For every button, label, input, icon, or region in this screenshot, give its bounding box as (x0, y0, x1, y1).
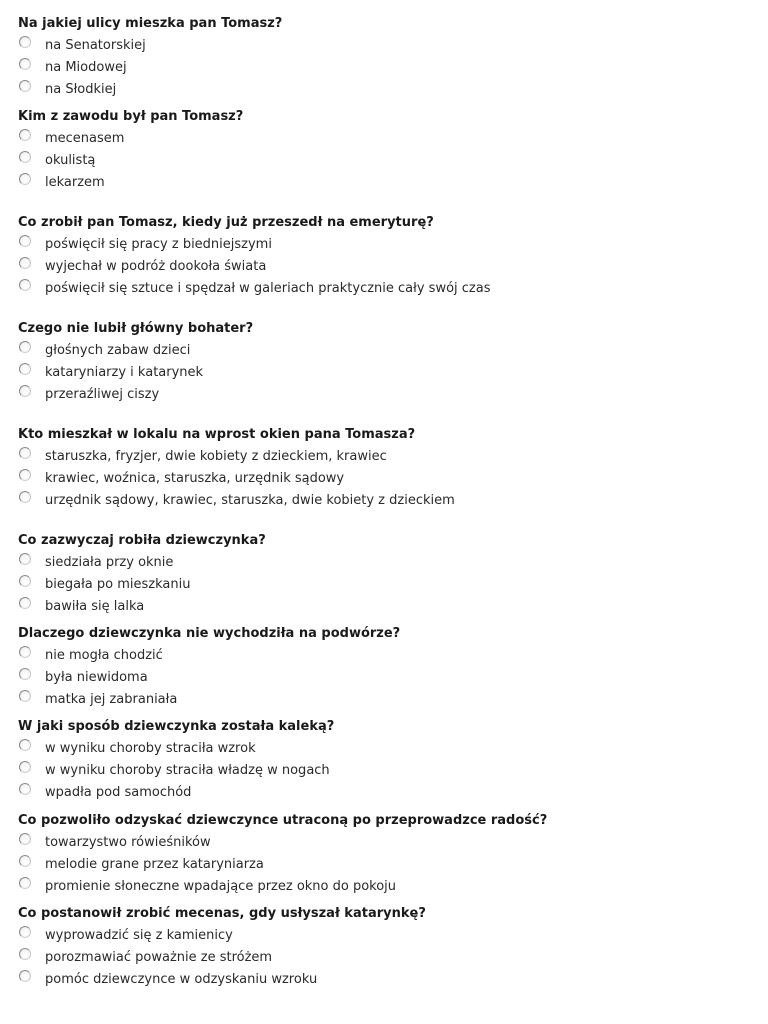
answer-option[interactable] (18, 153, 758, 175)
answer-label: na Słodkiej (45, 82, 117, 97)
radio-button[interactable] (19, 761, 31, 773)
radio-button[interactable] (19, 668, 31, 680)
answer-option[interactable] (18, 449, 758, 471)
radio-button[interactable] (19, 926, 31, 938)
question-title: Kto mieszkał w lokalu na wprost okien pana Tomasza? (18, 427, 416, 442)
answer-option[interactable] (18, 365, 758, 387)
answer-option[interactable] (18, 281, 758, 303)
answer-option[interactable] (18, 670, 758, 692)
question-block (18, 427, 758, 515)
answer-option[interactable] (18, 82, 758, 104)
question-title: Dlaczego dziewczynka nie wychodziła na podwórze? (18, 626, 401, 641)
answer-option[interactable] (18, 343, 758, 365)
answer-label: lekarzem (45, 175, 105, 190)
question-title: Co pozwoliło odzyskać dziewczynce utraconą po przeprowadzce radość? (18, 813, 548, 828)
question-title: Co zazwyczaj robiła dziewczynka? (18, 533, 266, 548)
answer-label: staruszka, fryzjer, dwie kobiety z dzieckiem, krawiec (45, 449, 387, 464)
radio-button[interactable] (19, 739, 31, 751)
answer-label: bawiła się lalka (45, 599, 145, 614)
question-title: W jaki sposób dziewczynka została kaleką? (18, 719, 335, 734)
answer-option[interactable] (18, 259, 758, 281)
question-block (18, 16, 758, 104)
answer-label: promienie słoneczne wpadające przez okno do pokoju (45, 879, 397, 894)
answer-option[interactable] (18, 692, 758, 714)
answer-label: poświęcił się sztuce i spędzał w galeriach praktycznie cały swój czas (45, 281, 491, 296)
answer-option[interactable] (18, 857, 758, 879)
question-block (18, 321, 758, 409)
radio-button[interactable] (19, 129, 31, 141)
answer-label: poświęcił się pracy z biedniejszymi (45, 237, 272, 252)
answer-label: wpadła pod samochód (45, 785, 192, 800)
question-block (18, 813, 758, 901)
answer-label: matka jej zabraniała (45, 692, 178, 707)
answer-option[interactable] (18, 237, 758, 259)
radio-button[interactable] (19, 469, 31, 481)
answer-option[interactable] (18, 175, 758, 197)
answer-option[interactable] (18, 972, 758, 994)
question-block (18, 719, 758, 807)
answer-label: w wyniku choroby straciła władzę w nogach (45, 763, 330, 778)
answer-option[interactable] (18, 555, 758, 577)
radio-button[interactable] (19, 833, 31, 845)
radio-button[interactable] (19, 257, 31, 269)
question-title: Co zrobił pan Tomasz, kiedy już przeszedł na emeryturę? (18, 215, 434, 230)
answer-option[interactable] (18, 950, 758, 972)
answer-option[interactable] (18, 387, 758, 409)
answer-label: wyprowadzić się z kamienicy (45, 928, 233, 943)
radio-button[interactable] (19, 553, 31, 565)
answer-label: okulistą (45, 153, 96, 168)
answer-label: siedziała przy oknie (45, 555, 174, 570)
radio-button[interactable] (19, 948, 31, 960)
question-block (18, 533, 758, 621)
answer-label: urzędnik sądowy, krawiec, staruszka, dwie kobiety z dzieckiem (45, 493, 455, 508)
question-title: Czego nie lubił główny bohater? (18, 321, 254, 336)
answer-label: kataryniarzy i katarynek (45, 365, 204, 380)
answer-label: była niewidoma (45, 670, 148, 685)
radio-button[interactable] (19, 783, 31, 795)
radio-button[interactable] (19, 877, 31, 889)
radio-button[interactable] (19, 341, 31, 353)
answer-label: głośnych zabaw dzieci (45, 343, 191, 358)
radio-button[interactable] (19, 235, 31, 247)
question-title: Co postanowił zrobić mecenas, gdy usłyszał katarynkę? (18, 906, 426, 921)
answer-label: przeraźliwej ciszy (45, 387, 160, 402)
answer-label: mecenasem (45, 131, 125, 146)
answer-label: melodie grane przez kataryniarza (45, 857, 264, 872)
radio-button[interactable] (19, 447, 31, 459)
answer-label: krawiec, woźnica, staruszka, urzędnik sądowy (45, 471, 345, 486)
question-title: Kim z zawodu był pan Tomasz? (18, 109, 244, 124)
answer-option[interactable] (18, 577, 758, 599)
radio-button[interactable] (19, 385, 31, 397)
answer-option[interactable] (18, 38, 758, 60)
radio-button[interactable] (19, 36, 31, 48)
answer-label: nie mogła chodzić (45, 648, 163, 663)
radio-button[interactable] (19, 575, 31, 587)
answer-label: na Senatorskiej (45, 38, 146, 53)
answer-option[interactable] (18, 599, 758, 621)
question-block (18, 626, 758, 714)
answer-label: w wyniku choroby straciła wzrok (45, 741, 256, 756)
radio-button[interactable] (19, 855, 31, 867)
radio-button[interactable] (19, 690, 31, 702)
answer-label: porozmawiać poważnie ze stróżem (45, 950, 273, 965)
radio-button[interactable] (19, 151, 31, 163)
answer-option[interactable] (18, 741, 758, 763)
answer-label: biegała po mieszkaniu (45, 577, 191, 592)
question-title: Na jakiej ulicy mieszka pan Tomasz? (18, 16, 283, 31)
question-block (18, 109, 758, 197)
radio-button[interactable] (19, 491, 31, 503)
answer-option[interactable] (18, 928, 758, 950)
answer-option[interactable] (18, 879, 758, 901)
answer-option[interactable] (18, 131, 758, 153)
radio-button[interactable] (19, 597, 31, 609)
question-block (18, 215, 758, 303)
radio-button[interactable] (19, 58, 31, 70)
radio-button[interactable] (19, 363, 31, 375)
answer-option[interactable] (18, 60, 758, 82)
radio-button[interactable] (19, 279, 31, 291)
answer-label: towarzystwo rówieśników (45, 835, 211, 850)
answer-option[interactable] (18, 493, 758, 515)
radio-button[interactable] (19, 646, 31, 658)
answer-option[interactable] (18, 835, 758, 857)
radio-button[interactable] (19, 970, 31, 982)
answer-label: pomóc dziewczynce w odzyskaniu wzroku (45, 972, 318, 987)
radio-button[interactable] (19, 80, 31, 92)
answer-label: na Miodowej (45, 60, 127, 75)
answer-label: wyjechał w podróż dookoła świata (45, 259, 267, 274)
answer-option[interactable] (18, 785, 758, 807)
radio-button[interactable] (19, 173, 31, 185)
answer-option[interactable] (18, 471, 758, 493)
answer-option[interactable] (18, 763, 758, 785)
answer-option[interactable] (18, 648, 758, 670)
question-block (18, 906, 758, 994)
